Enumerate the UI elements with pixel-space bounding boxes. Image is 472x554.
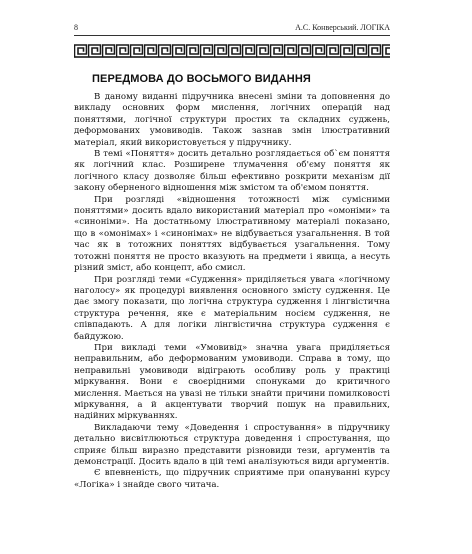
page-header: [74, 23, 390, 35]
paragraph: Викладаючи тему «Доведення і спростування» в підручнику детально висвітлюються структура доведення і спростування, що сприяє більш виразно представити різновиди тези, аргументів та демонстрації. Досить вдало в цій темі аналізуються види аргументів.: [74, 422, 390, 467]
paragraph: В даному виданні підручника внесені зміни та доповнення до викладу основних форм мислення, логічних операцій над поняттями, логічної структури простих та складних суджень, деформованих умовиводів. Також зазнав змін ілюстративний матеріал, який використовується у підручнику.: [74, 92, 390, 148]
body-text: [74, 92, 390, 491]
paragraph: При викладі теми «Умовивід» значна увага приділяється неправильним, або деформованим умовиводи. Справа в тому, що неправильні умовиводи відіграють особливу роль у практиці міркування. Вони є своєрідними спонуками до критичного мислення. Мається на увазі не тільки знайти причини помилковості міркування, а й акцентувати творчий пошук на правильних, надійних міркуваннях.: [74, 342, 390, 422]
paragraph: Є впевненість, що підручник сприятиме при опануванні курсу «Логіка» і знайде свого читача.: [74, 468, 390, 490]
running-head: А.С. Конверський. ЛОГІКА: [295, 23, 390, 32]
page-number: 8: [74, 23, 78, 32]
greek-key-ornament: [74, 44, 390, 58]
header-rule: [74, 35, 390, 36]
paragraph: При розгляді теми «Судження» приділяється увага «логічному наголосу» як процедурі виявлення основного змісту судження. Це дає змогу показати, що логічна структура судження і лінгвістична структура речення, яке є матеріальним носієм судження, не співпадають. А для логіки лінгвістична структура судження є байдужою.: [74, 274, 390, 342]
paragraph: При розгляді «відношення тотожності між сумісними поняттями» досить вдало використаний матеріал про «омоніми» та «синоніми». На достатньому ілюстративному матеріалі показано, що в «омонімах» і «синонімах» не відбувається узагальнення. В той час як в тотожних поняттях відбувається узагальнення. Тому тотожні поняття не просто вказують на предмети і явища, а несуть різний зміст, або концепт, або смисл.: [74, 194, 390, 274]
section-heading: ПЕРЕДМОВА ДО ВОСЬМОГО ВИДАННЯ: [92, 73, 311, 85]
paragraph: В темі «Поняття» досить детально розглядається об`єм поняття як логічний клас. Розширене тлумачення об'єму поняття як логічного класу дозволяє більш ефективно розкрити механізм дії закону оберненого відношення між змістом та об'ємом поняття.: [74, 149, 390, 194]
